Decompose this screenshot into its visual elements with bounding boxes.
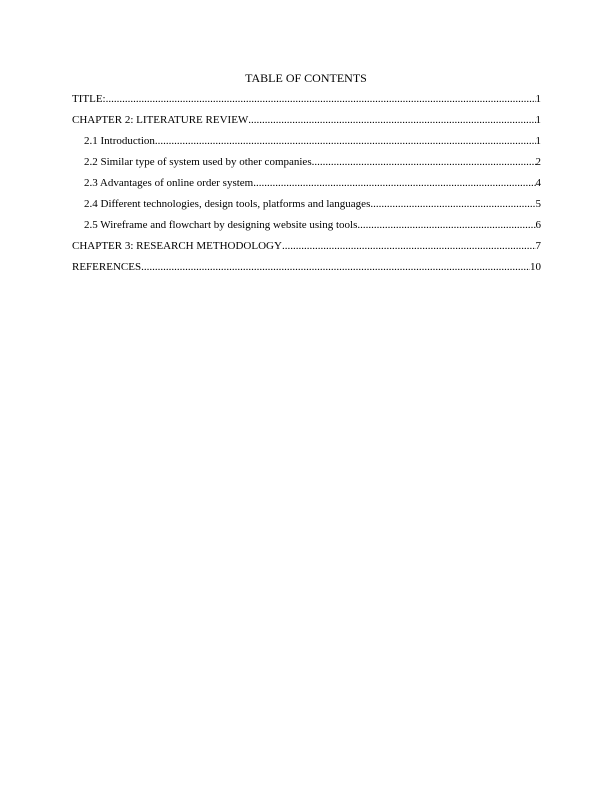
toc-entry-page: 1	[535, 93, 541, 105]
toc-entry-page: 7	[535, 240, 541, 252]
toc-dot-leader	[312, 155, 536, 169]
toc-list	[72, 92, 541, 281]
toc-dot-leader	[155, 134, 536, 148]
toc-dot-leader	[106, 92, 536, 106]
toc-entry-page: 1	[535, 114, 541, 126]
toc-dot-leader	[282, 239, 536, 253]
toc-entry-page: 10	[530, 261, 541, 273]
toc-entry-2-4[interactable]	[72, 197, 541, 218]
toc-entry-chapter-3[interactable]	[72, 239, 541, 260]
toc-dot-leader	[253, 176, 535, 190]
toc-entry-page: 5	[535, 198, 541, 210]
toc-entry-2-2[interactable]	[72, 155, 541, 176]
toc-heading: TABLE OF CONTENTS	[245, 71, 367, 85]
toc-entry-label: 2.3 Advantages of online order system	[84, 177, 254, 189]
toc-entry-2-3[interactable]	[72, 176, 541, 197]
toc-entry-page: 1	[535, 135, 541, 147]
toc-entry-chapter-2[interactable]	[72, 113, 541, 134]
toc-entry-page: 2	[535, 156, 541, 168]
toc-entry-page: 4	[535, 177, 541, 189]
toc-entry-page: 6	[535, 219, 541, 231]
toc-dot-leader	[370, 197, 535, 211]
toc-dot-leader	[141, 260, 530, 274]
toc-dot-leader	[248, 113, 535, 127]
toc-entry-2-5[interactable]	[72, 218, 541, 239]
toc-entry-references[interactable]	[72, 260, 541, 281]
toc-entry-label: REFERENCES	[72, 261, 142, 273]
toc-entry-label: 2.5 Wireframe and flowchart by designing website using tools	[84, 219, 358, 231]
toc-entry-label: 2.2 Similar type of system used by other companies	[84, 156, 312, 168]
toc-entry-2-1[interactable]	[72, 134, 541, 155]
toc-entry-label: 2.1 Introduction	[84, 135, 155, 147]
toc-entry-title[interactable]	[72, 92, 541, 113]
toc-entry-label: 2.4 Different technologies, design tools, platforms and languages	[84, 198, 371, 210]
toc-entry-label: TITLE:	[72, 93, 106, 105]
toc-entry-label: CHAPTER 2: LITERATURE REVIEW	[72, 114, 249, 126]
toc-entry-label: CHAPTER 3: RESEARCH METHODOLOGY	[72, 240, 282, 252]
toc-dot-leader	[357, 218, 535, 232]
